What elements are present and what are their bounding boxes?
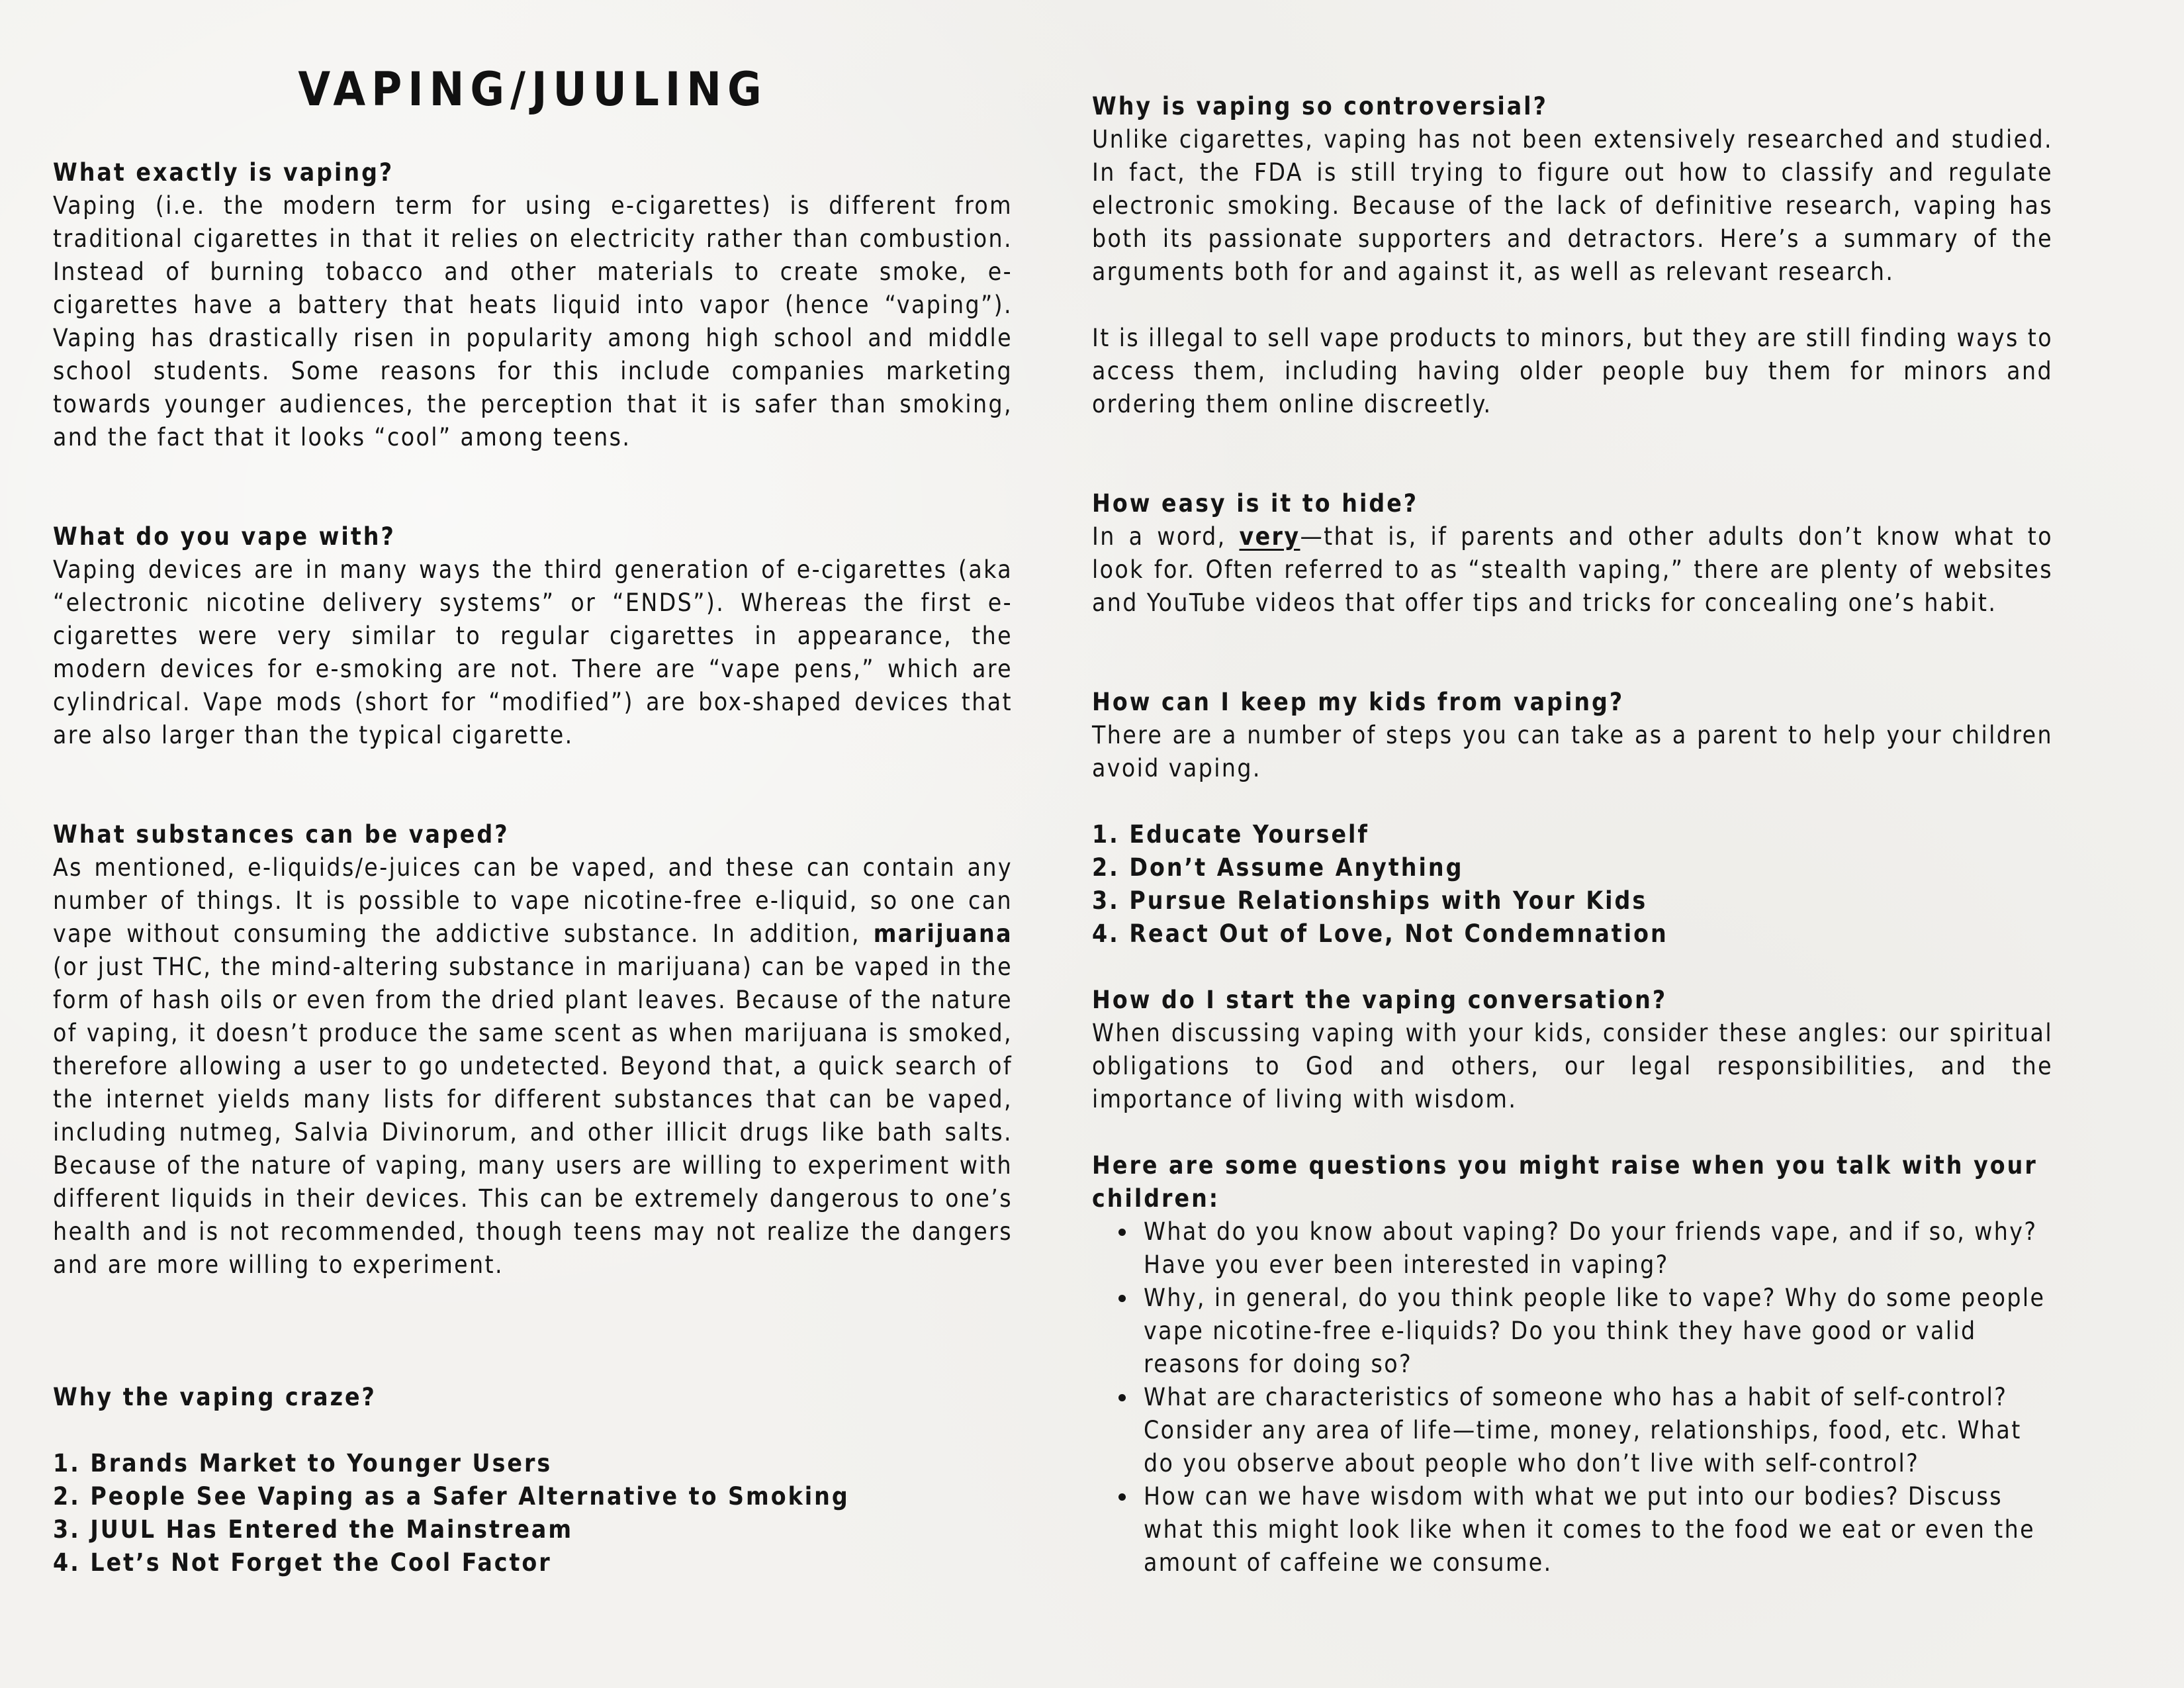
section-heading: What substances can be vaped?: [53, 820, 510, 849]
section-heading: What exactly is vaping?: [53, 158, 394, 187]
section-body: Unlike cigarettes, vaping has not been extensively researched and studied. In fact, the FDA is still trying to figure out how to classify and regulate electronic smoking. Because of the lack of definitive research, vaping has both its passionate supporters and detractors. Here’s a summary of the arguments both for and against it, as well as relevant research.: [1092, 125, 2053, 286]
body-text-part: —that is, if parents and other adults don’t know what to look for. Often referred to as “stealth vaping,” there are plenty of websites and YouTube videos that offer tips and tricks for concealing one’s habit.: [1092, 522, 2053, 617]
section-heading: How can I keep my kids from vaping?: [1092, 688, 1625, 716]
section-heading: How do I start the vaping conversation?: [1092, 986, 1668, 1014]
section-hide: [1092, 487, 2053, 620]
section-body: There are a number of steps you can take as a parent to help your children avoid vaping.: [1092, 721, 2053, 782]
emphasis-marijuana: marijuana: [873, 919, 1013, 948]
list-item: 4. React Out of Love, Not Condemnation: [1092, 919, 1668, 948]
section-body: Vaping (i.e. the modern term for using e-cigarettes) is different from traditional cigarettes in that it relies on electricity rather than combustion. Instead of burning tobacco and other materials to create smoke, e-cigarettes have a battery that heats liquid into vapor (hence “vaping”). Vaping has drastically risen in popularity among high school and middle school students. Some reasons for this include companies marketing towards younger audiences, the perception that it is safer than smoking, and the fact that it looks “cool” among teens.: [53, 191, 1013, 451]
section-questions: [1092, 1149, 2053, 1579]
section-heading: How easy is it to hide?: [1092, 489, 1419, 518]
section-controversial: [1092, 90, 2053, 421]
body-text-part: As mentioned, e-liquids/e-juices can be vaped, and these can contain any number of things. It is possible to vape nicotine-free e-liquid, so one can vape without consuming the addictive substance. In addition,: [53, 853, 1013, 948]
list-item: 2. Don’t Assume Anything: [1092, 853, 1464, 882]
section-heading: Why the vaping craze?: [53, 1383, 377, 1411]
section-substances: [53, 818, 1013, 1282]
list-item: Why, in general, do you think people like to vape? Why do some people vape nicotine-free e-liquids? Do you think they have good or valid reasons for doing so?: [1144, 1282, 2053, 1381]
list-item: What are characteristics of someone who has a habit of self-control? Consider any area of life—time, money, relationships, food, etc. What do you observe about people who don’t live with self-control?: [1144, 1381, 2053, 1480]
section-heading: Why is vaping so controversial?: [1092, 92, 1548, 120]
section-body: When discussing vaping with your kids, consider these angles: our spiritual obligations to God and others, our legal responsibilities, and the importance of living with wisdom.: [1092, 1019, 2053, 1113]
section-heading: What do you vape with?: [53, 522, 396, 551]
list-item: 4. Let’s Not Forget the Cool Factor: [53, 1548, 552, 1577]
section-body: Vaping devices are in many ways the third generation of e-cigarettes (aka “electronic nicotine delivery systems” or “ENDS”). Whereas the first e-cigarettes were very similar to regular cigarettes in appearance, the modern devices for e-smoking are not. There are “vape pens,” which are cylindrical. Vape mods (short for “modified”) are box-shaped devices that are also larger than the typical cigarette.: [53, 555, 1013, 749]
section-what-is-vaping: [53, 156, 1013, 454]
parent-steps-list: [1092, 818, 2053, 951]
section-heading: Here are some questions you might raise when you talk with your: [1092, 1151, 2038, 1180]
section-body-2: It is illegal to sell vape products to minors, but they are still finding ways to access them, including having older people buy them for minors and ordering them online discreetly.: [1092, 324, 2053, 418]
list-item: 2. People See Vaping as a Safer Alternative to Smoking: [53, 1482, 850, 1511]
body-text-part: (or just THC, the mind-altering substance in marijuana) can be vaped in the form of hash oils or even from the dried plant leaves. Because of the nature of vaping, it doesn’t produce the same scent as when marijuana is smoked, therefore allowing a user to go undetected. Beyond that, a quick search of the internet yields many lists for different substances that can be vaped, including nutmeg, Salvia Divinorum, and other illicit drugs like bath salts. Because of the nature of vaping, many users are willing to experiment with different liquids in their devices. This can be extremely dangerous to one’s health and is not recommended, though teens may not realize the dangers and are more willing to experiment.: [53, 953, 1013, 1279]
section-body: [1092, 520, 2053, 620]
list-item: 1. Educate Yourself: [1092, 820, 1369, 849]
section-vape-with: [53, 520, 1013, 752]
section-keep-kids: [1092, 686, 2053, 951]
list-item: 1. Brands Market to Younger Users: [53, 1449, 553, 1477]
list-item: What do you know about vaping? Do your friends vape, and if so, why? Have you ever been interested in vaping?: [1144, 1215, 2053, 1282]
section-heading-continued: children:: [1092, 1184, 1220, 1213]
craze-reasons-list: [53, 1447, 1013, 1579]
section-conversation: [1092, 984, 2053, 1116]
list-item: 3. Pursue Relationships with Your Kids: [1092, 886, 1648, 915]
emphasis-very: very: [1239, 522, 1300, 551]
page-title: VAPING/JUULING: [298, 62, 768, 117]
questions-list: [1092, 1215, 2053, 1579]
section-vaping-craze: [53, 1381, 1013, 1579]
list-item: How can we have wisdom with what we put into our bodies? Discuss what this might look like when it comes to the food we eat or even the amount of caffeine we consume.: [1144, 1480, 2053, 1579]
list-item: 3. JUUL Has Entered the Mainstream: [53, 1515, 574, 1544]
section-body: [53, 851, 1013, 1282]
body-text-part: In a word,: [1092, 522, 1240, 551]
